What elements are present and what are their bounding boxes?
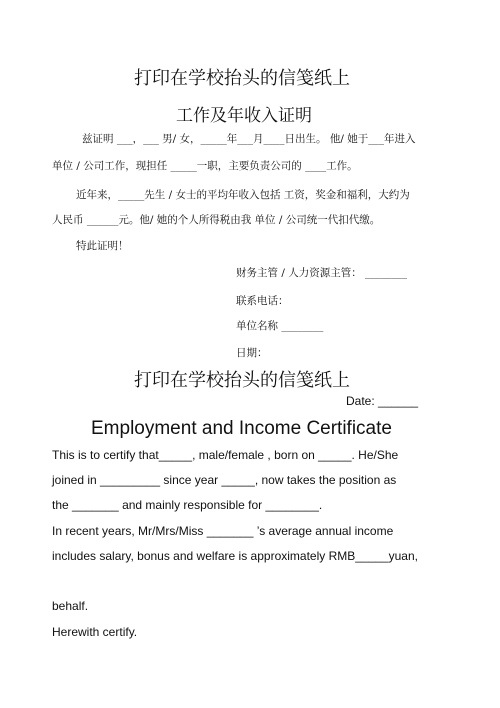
- en-header-note: 打印在学校抬头的信笺纸上: [134, 370, 350, 391]
- cn-date-label: 日期：: [236, 347, 268, 359]
- cn-paragraph-line-1: 兹证明 ___，___ 男/ 女，_____年___月____日出生。 他/ 她于___年进入: [82, 133, 416, 145]
- cn-paragraph-line-4: 人民币 ______元。他/ 她的个人所得税由我 单位 / 公司统一代扣代缴。: [52, 214, 381, 226]
- en-paragraph-line-6: behalf.: [52, 599, 89, 613]
- en-closing: Herewith certify.: [52, 625, 138, 639]
- en-certificate-title: Employment and Income Certificate: [91, 418, 392, 439]
- en-date-line: Date: ______: [346, 394, 419, 408]
- cn-paragraph-line-3: 近年来，_____先生 / 女士的平均年收入包括 工资，奖金和福利，大约为: [76, 189, 410, 201]
- cn-unit-name-line: 单位名称 ________: [236, 320, 324, 332]
- en-paragraph-line-1: This is to certify that_____, male/female , born on _____. He/She: [52, 448, 399, 462]
- en-paragraph-line-4: In recent years, Mr/Mrs/Miss _______ ’s average annual income: [52, 524, 394, 538]
- cn-manager-signature-line: 财务主管 / 人力资源主管： ________: [236, 267, 408, 279]
- en-paragraph-line-3: the _______ and mainly responsible for ________.: [52, 498, 323, 512]
- cn-certificate-title: 工作及年收入证明: [176, 106, 312, 126]
- cn-paragraph-line-2: 单位 / 公司工作，现担任 _____一职，主要负责公司的 ____工作。: [52, 160, 358, 172]
- cn-header-note: 打印在学校抬头的信笺纸上: [134, 68, 350, 89]
- cn-phone-label: 联系电话：: [236, 295, 289, 307]
- en-paragraph-line-5: includes salary, bonus and welfare is approximately RMB_____yuan,: [52, 549, 418, 563]
- cn-closing: 特此证明！: [76, 240, 129, 252]
- en-paragraph-line-2: joined in _________ since year _____, now takes the position as: [52, 473, 397, 487]
